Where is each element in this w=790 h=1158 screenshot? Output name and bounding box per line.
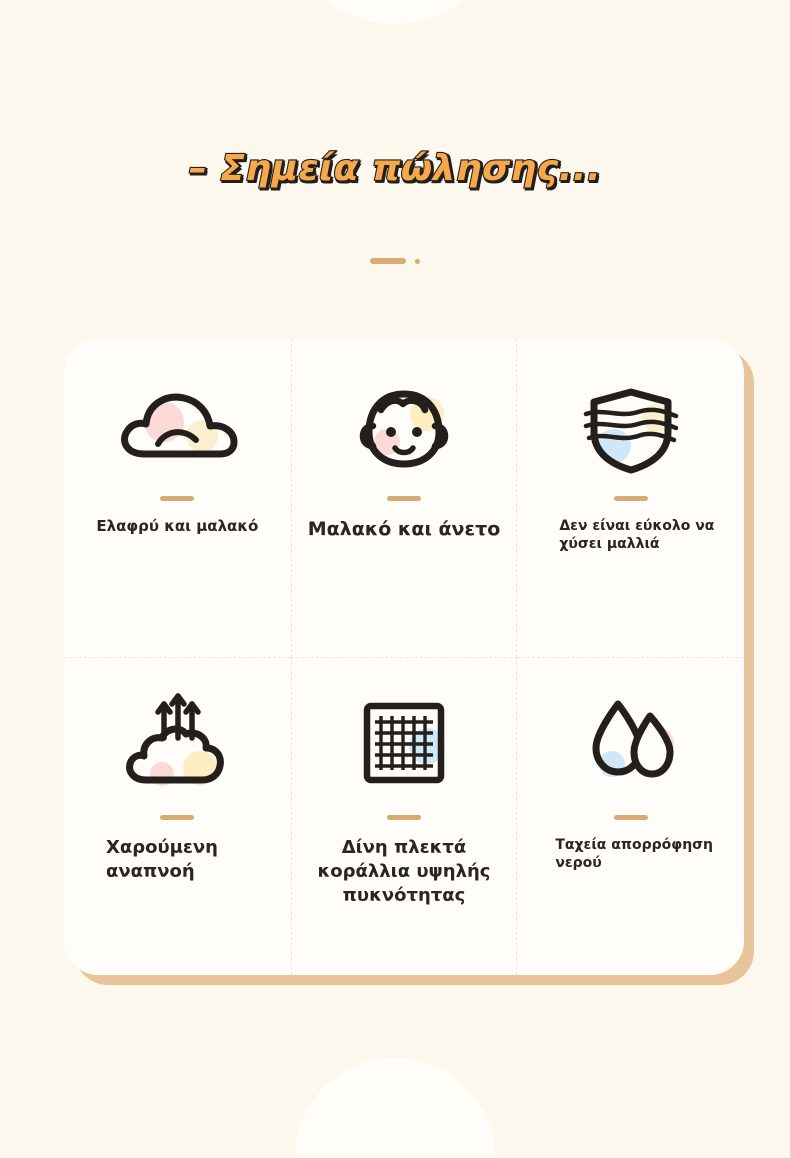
- feature-label: Δεν είναι εύκολο να χύσει μαλλιά: [559, 518, 715, 553]
- accent-bar: [160, 496, 194, 501]
- feature-item-cloud: [64, 339, 291, 657]
- baby-face-icon: [329, 367, 479, 482]
- top-arc-decoration: [285, 0, 505, 24]
- title-divider: [0, 258, 790, 264]
- page-title-wrap: [0, 148, 790, 189]
- feature-card: [64, 339, 744, 975]
- feature-label: Δίνη πλεκτά κοράλλια υψηλής πυκνότητας: [317, 837, 491, 906]
- feature-label: Χαρούμενη αναπνοή: [106, 837, 218, 882]
- accent-bar: [614, 815, 648, 820]
- page-title: – Σημεία πώλησης...: [188, 148, 602, 189]
- accent-bar: [387, 496, 421, 501]
- feature-grid: [64, 339, 744, 975]
- accent-bar: [160, 815, 194, 820]
- feature-item-shield: [517, 339, 744, 657]
- feature-label: Ελαφρύ και μαλακό: [96, 517, 259, 535]
- feature-item-baby: [291, 339, 518, 657]
- breathable-cloud-arrows-icon: [102, 686, 252, 801]
- divider-bar: [370, 258, 406, 264]
- water-drops-icon: [556, 686, 706, 801]
- feature-item-breathable: [64, 657, 291, 975]
- shield-fabric-icon: [556, 367, 706, 482]
- feature-item-water: [517, 657, 744, 975]
- feature-item-mesh: [291, 657, 518, 975]
- accent-bar: [614, 496, 648, 501]
- accent-bar: [387, 815, 421, 820]
- divider-dot: [415, 259, 420, 264]
- knit-mesh-icon: [329, 686, 479, 801]
- feature-label: Μαλακό και άνετο: [307, 518, 501, 540]
- feature-label: Ταχεία απορρόφηση νερού: [555, 837, 714, 872]
- bottom-arc-decoration: [295, 1058, 495, 1158]
- cloud-icon: [102, 367, 252, 482]
